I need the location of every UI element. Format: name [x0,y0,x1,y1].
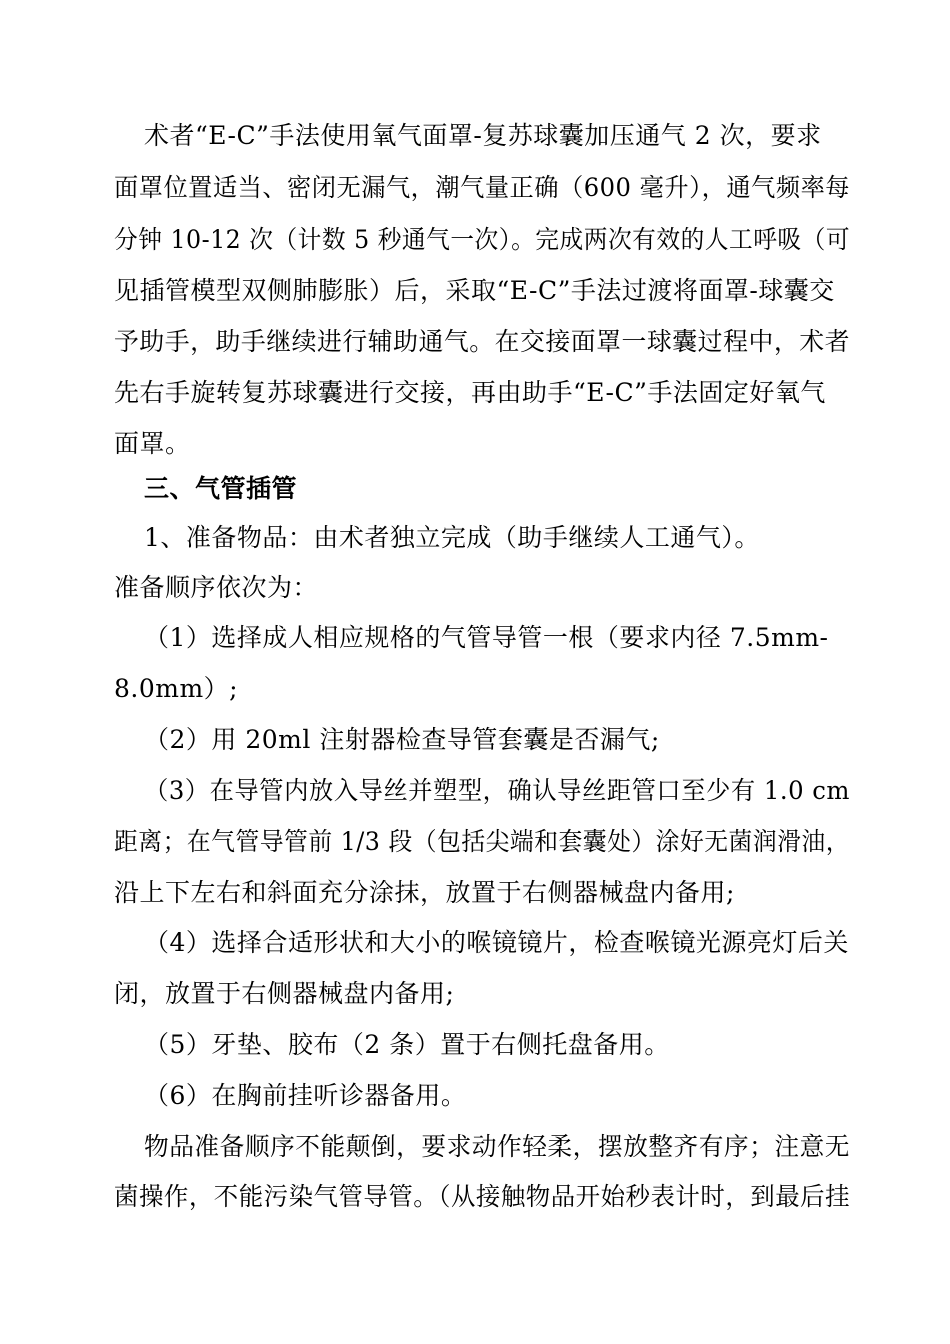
item-prepare-supplies: 1、准备物品：由术者独立完成（助手继续人工通气）。 [144,523,760,552]
text-line: 8.0mm）; [114,674,239,703]
order-label: 准备顺序依次为： [114,573,319,602]
text-line: 菌操作，不能污染气管导管。（从接触物品开始秒表计时，到最后挂 [114,1182,851,1211]
section-heading: 三、气管插管 [144,474,298,503]
text-line: （4）选择合适形状和大小的喉镜镜片，检查喉镜光源亮灯后关 [144,928,849,957]
step-2: （2）用 20ml 注射器检查导管套囊是否漏气; [144,725,660,754]
text-line: 面罩。 [114,429,191,458]
text-line: 分钟 10-12 次（计数 5 秒通气一次）。完成两次有效的人工呼吸（可 [114,225,851,254]
text-line: 术者“E-C”手法使用氧气面罩-复苏球囊加压通气 2 次，要求 [144,121,822,150]
text-line: （1）选择成人相应规格的气管导管一根（要求内径 7.5mm- [144,623,829,652]
step-5: （5）牙垫、胶布（2 条）置于右侧托盘备用。 [144,1030,670,1059]
text-line: 距离；在气管导管前 1/3 段（包括尖端和套囊处）涂好无菌润滑油， [114,827,851,856]
text-line: 予助手，助手继续进行辅助通气。在交接面罩一球囊过程中，术者 [114,327,850,356]
text-line: 见插管模型双侧肺膨胀）后，采取“E-C”手法过渡将面罩-球囊交 [114,276,835,305]
step-6: （6）在胸前挂听诊器备用。 [144,1081,467,1110]
text-line: 物品准备顺序不能颠倒，要求动作轻柔，摆放整齐有序；注意无 [144,1132,851,1161]
text-line: 沿上下左右和斜面充分涂抹，放置于右侧器械盘内备用; [114,878,735,907]
text-line: 面罩位置适当、密闭无漏气，潮气量正确（600 毫升），通气频率每 [114,173,851,202]
text-line: （3）在导管内放入导丝并塑型，确认导丝距管口至少有 1.0 cm [144,776,850,805]
text-line: 先右手旋转复苏球囊进行交接，再由助手“E-C”手法固定好氧气 [114,378,826,407]
text-line: 闭，放置于右侧器械盘内备用; [114,979,455,1008]
